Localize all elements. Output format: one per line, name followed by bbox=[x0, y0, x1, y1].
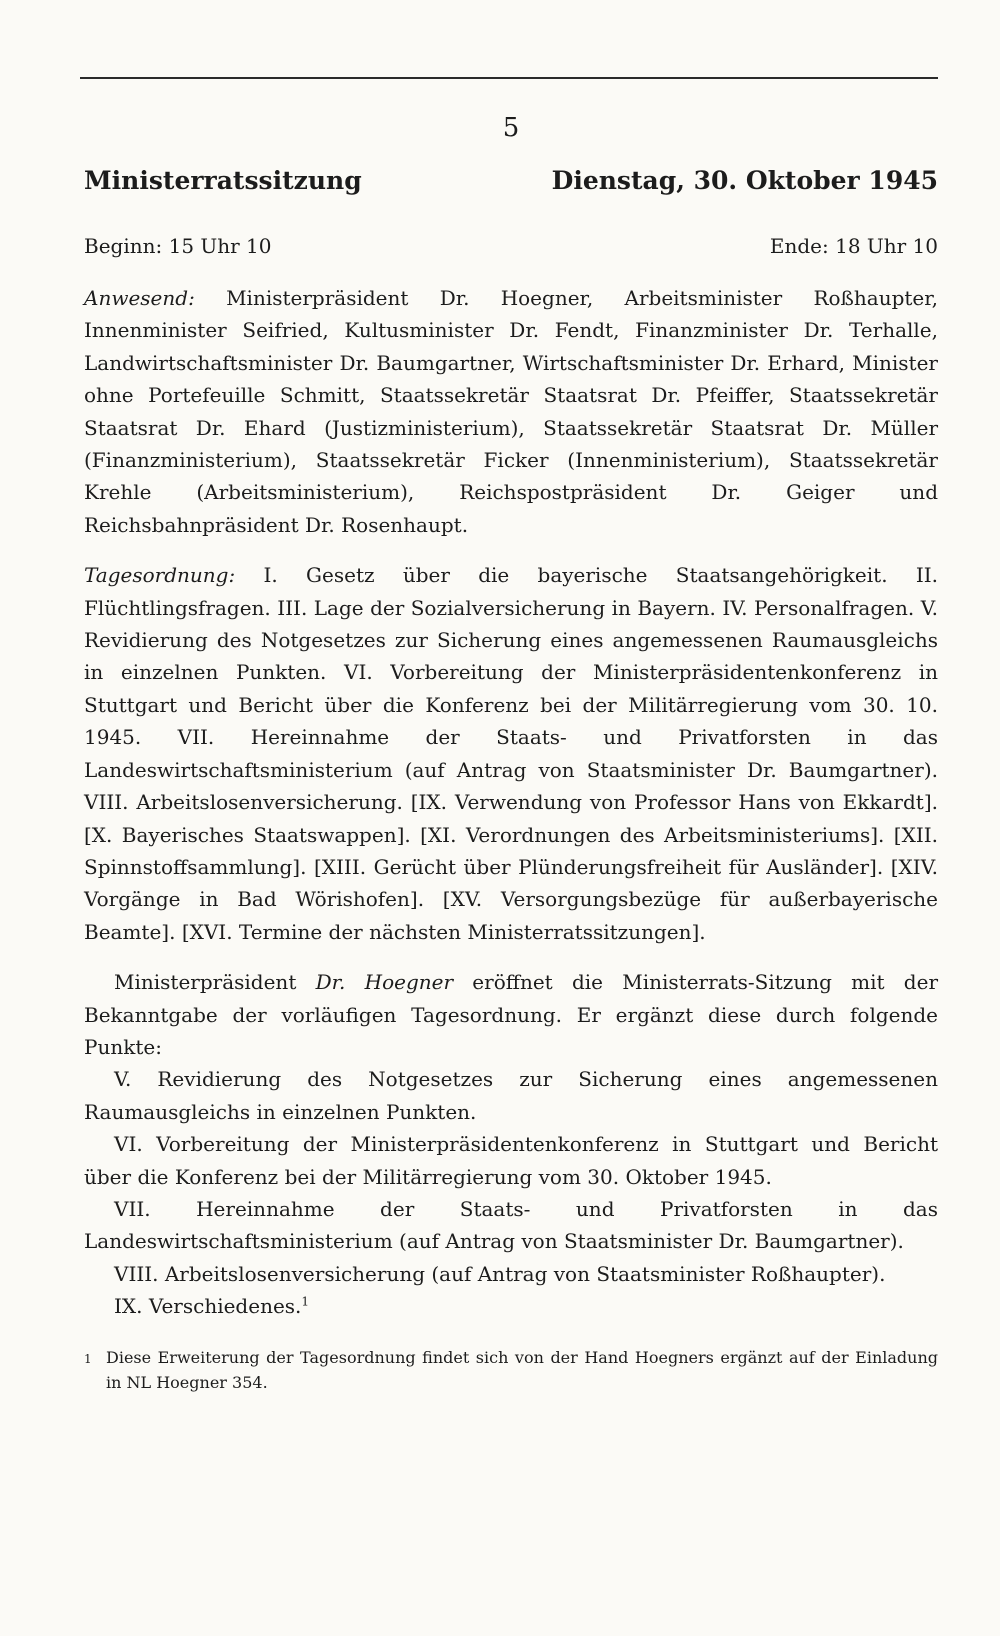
attendance-paragraph bbox=[84, 282, 938, 541]
last-agenda-text: IX. Verschiedenes. bbox=[114, 1294, 302, 1319]
last-agenda-item bbox=[84, 1290, 938, 1322]
document-title: Ministerratssitzung bbox=[84, 166, 362, 195]
added-agenda-item: VI. Vorbereitung der Ministerpräsidentenkonferenz in Stuttgart und Bericht über die Konferenz bei der Militärregierung vom 30. Oktober 1945. bbox=[84, 1132, 938, 1189]
footnote bbox=[84, 1345, 938, 1395]
footnote-marker: 1 bbox=[84, 1351, 92, 1366]
attendance-text: Ministerpräsident Dr. Hoegner, Arbeitsminister Roßhaupter, Innenminister Seifried, Kultusminister Dr. Fendt, Finanzminister Dr. Terhalle, Landwirtschaftsminister Dr. Baumgartner, Wirtschaftsminister Dr. Erhard, Minister ohne Portefeuille Schmitt, Staatssekretär Staatsrat Dr. Pfeiffer, Staatssekretär Staatsrat Dr. Ehard (Justizministerium), Staatssekretär Staatsrat Dr. Müller (Finanzministerium), Staatssekretär Ficker (Innenministerium), Staatssekretär Krehle (Arbeitsministerium), Reichspostpräsident Dr. Geiger und Reichsbahnpräsident Dr. Rosenhaupt. bbox=[84, 286, 938, 537]
attendance-label: Anwesend: bbox=[84, 286, 195, 310]
agenda-label: Tagesordnung: bbox=[84, 563, 236, 588]
footnote-text: Diese Erweiterung der Tagesordnung findet sich von der Hand Hoegners ergänzt auf der Einladung in NL Hoegner 354. bbox=[106, 1347, 938, 1392]
agenda-text: I. Gesetz über die bayerische Staatsangehörigkeit. II. Flüchtlingsfragen. III. Lage der Sozialversicherung in Bayern. IV. Personalfragen. V. Revidierung des Notgesetzes zur Sicherung eines angemessenen Raumausgleichs in einzelnen Punkten. VI. Vorbereitung der Ministerpräsidentenkonferenz in Stuttgart und Bericht über die Konferenz bei der Militärregierung vom 30. 10. 1945. VII. Hereinnahme der Staats- und Privatforsten in das Landeswirtschaftsministerium (auf Antrag von Staatsminister Dr. Baumgartner). VIII. Arbeitslosenversicherung. [IX. Verwendung von Professor Hans von Ekkardt]. [X. Bayerisches Staatswappen]. [XI. Verordnungen des Arbeitsministeriums]. [XII. Spinnstoffsammlung]. [XIII. Gerücht über Plünderungsfreiheit für Ausländer]. [XIV. Vorgänge in Bad Wörishofen]. [XV. Versorgungsbezüge für außerbayerische Beamte]. [XVI. Termine der nächsten Ministerratssitzungen]. bbox=[84, 563, 939, 944]
intro-paragraph bbox=[84, 966, 938, 1063]
intro-name: Dr. Hoegner bbox=[315, 970, 454, 995]
document-number: 5 bbox=[502, 113, 520, 143]
title-row bbox=[84, 164, 938, 198]
added-agenda-item: V. Revidierung des Notgesetzes zur Sicherung eines angemessenen Raumausgleichs in einzelnen Punkten. bbox=[84, 1067, 938, 1124]
added-agenda-item: VII. Hereinnahme der Staats- und Privatforsten in das Landeswirtschaftsministerium (auf Antrag von Staatsminister Dr. Baumgartner). bbox=[84, 1196, 938, 1254]
end-time: Ende: 18 Uhr 10 bbox=[769, 234, 938, 258]
agenda-paragraph bbox=[84, 559, 938, 948]
intro-before: Ministerpräsident bbox=[114, 970, 316, 995]
document-date: Dienstag, 30. Oktober 1945 bbox=[551, 166, 938, 195]
added-agenda-item: VIII. Arbeitslosenversicherung (auf Antrag von Staatsminister Roßhaupter). bbox=[114, 1261, 886, 1286]
added-agenda-list bbox=[84, 1063, 938, 1322]
header-rule bbox=[80, 77, 938, 79]
time-row bbox=[84, 232, 938, 260]
begin-time: Beginn: 15 Uhr 10 bbox=[84, 234, 272, 258]
document-content bbox=[84, 110, 938, 1395]
intro-after: eröffnet die Ministerrats-Sitzung mit der Bekanntgabe der vorläufigen Tagesordnung. Er ergänzt diese durch folgende Punkte: bbox=[84, 970, 939, 1059]
footnote-reference: 1 bbox=[301, 1294, 310, 1309]
